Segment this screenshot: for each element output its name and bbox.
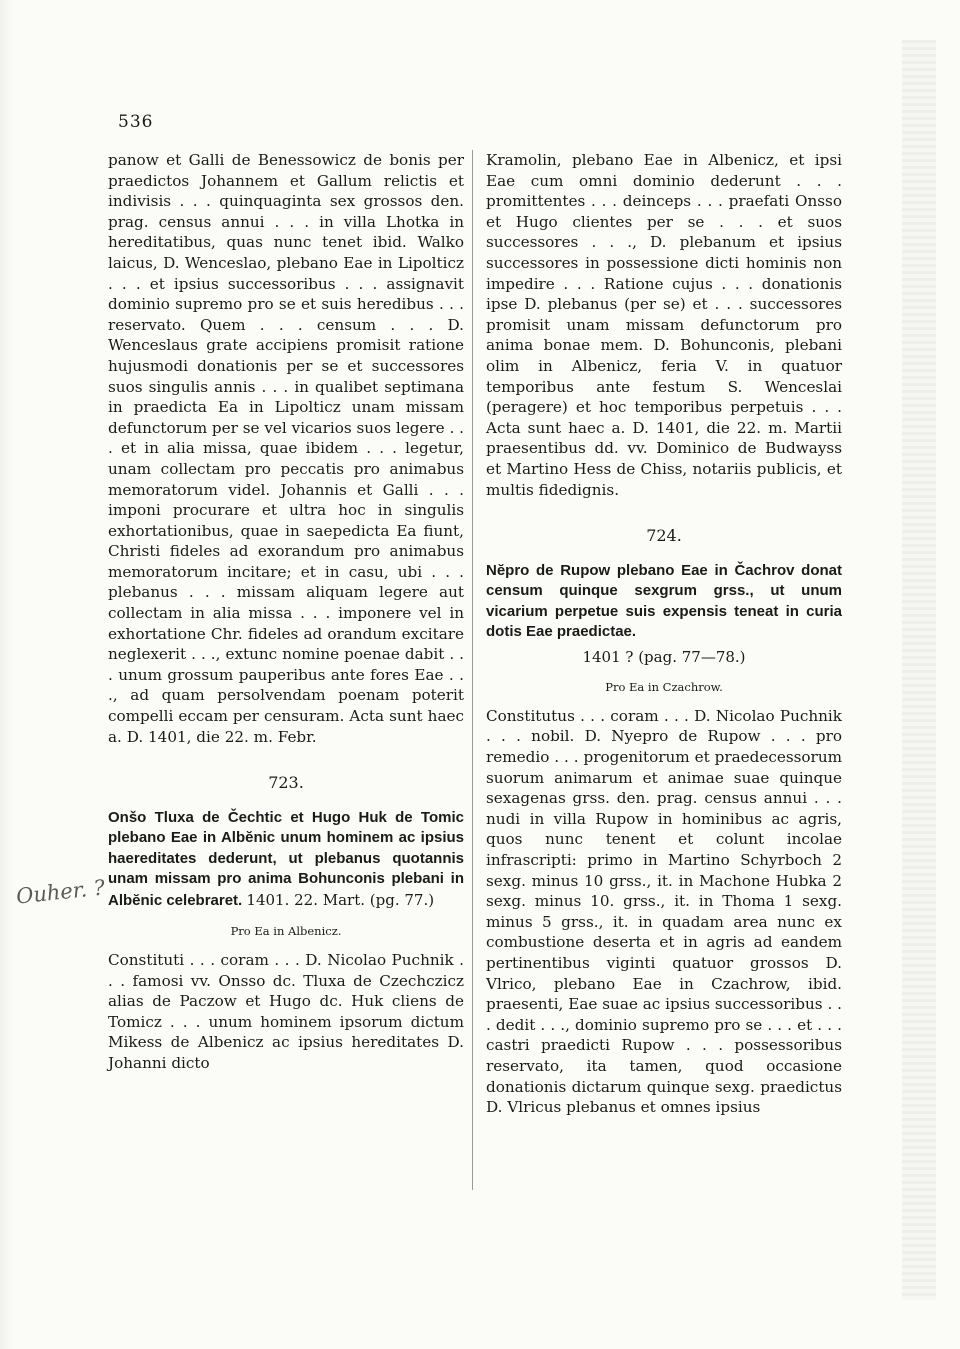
entry-body-723: Constituti . . . coram . . . D. Nicolao Puchnik . . . famosi vv. Onsso dc. Tluxa de Czechczicz alias de Paczow et Hugo dc. Huk cliens de Tomicz . . . unum hominem ipsorum dictum Mikess de Albenicz ac ipsius hereditates D. Johanni dicto <box>108 950 464 1072</box>
page-binding-edge <box>902 40 936 1300</box>
handwritten-margin-note: Ouher. ? <box>14 875 107 909</box>
page-edge-shadow <box>0 0 14 1349</box>
page-number: 536 <box>118 112 154 132</box>
column-divider <box>472 150 473 1190</box>
entry-heading-723-text: Onšo Tluxa de Čechtic et Hugo Huk de Tomic plebano Eae in Albĕnic unum hominem ac ipsius haereditates dederunt, ut plebanus quotannis unam missam pro anima Bohunconis plebani in Albĕnic celebraret. <box>108 808 464 909</box>
entry-number-724: 724. <box>646 526 682 546</box>
entry-date-723: 1401. 22. Mart. (pg. 77.) <box>246 890 435 909</box>
entry-body-724: Constitutus . . . coram . . . D. Nicolao Puchnik . . . nobil. D. Nyepro de Rupow . . . pro remedio . . . progenitorum et praedecessorum suorum animarum et animae suae quinque sexagenas grss. den. prag. census annui . . . nudi in villa Rupow in hominibus ac agris, quos nunc tenent et colunt incolae infrascripti: primo in Martino Schyrboch 2 sexg. minus 10 grss., it. in Machone Hubka 2 sexg. minus 10. grss., it. in Thoma 1 sexg. minus 5 grss., it. in quadam area nunc ex combustione deserta et in agris ad eandem pertinentibus viginti quatuor grossos D. Vlrico, plebano Eae in Czachrow, ibid. praesenti, Eae suae ac ipsius successoribus . . . dedit . . ., dominio supremo pro se . . . et . . . castri praedicti Rupow . . . possessoribus reservato, ita tamen, quod occasione donationis dictarum quinque sexg. praedictus D. Vlricus plebanus et omnes ipsius <box>486 706 842 1117</box>
right-paragraph-top: Kramolin, plebano Eae in Albenicz, et ipsi Eae cum omni dominio dederunt . . . promittentes . . . deinceps . . . praefati Onsso et Hugo clientes per se . . . et suos successores . . ., D. plebanum et ipsius successores in possessione dicti hominis non impedire . . . Ratione cujus . . . donationis ipse D. plebanus (per se) et . . . successores promisit unam missam defunctorum pro anima bonae mem. D. Bohunconis, plebani olim in Albenicz, feria V. in quatuor temporibus ante festum S. Wenceslai (peragere) et hoc temporibus perpetuis . . . Acta sunt haec a. D. 1401, die 22. m. Martii praesentibus dd. vv. Dominico de Budwayss et Martino Hess de Chiss, notariis publicis, et multis fidedignis. <box>486 151 842 499</box>
left-column <box>108 150 464 1073</box>
entry-date-724: 1401 ? (pag. 77—78.) <box>582 647 746 666</box>
entry-number-723: 723. <box>268 773 304 793</box>
entry-heading-724: Nĕpro de Rupow plebano Eae in Čachrov donat censum quinque sexgrum grss., ut unum vicarium perpetue suis expensis teneat in curia dotis Eae praedictae. <box>486 561 842 641</box>
entry-subhead-723: Pro Ea in Albenicz. <box>230 924 342 939</box>
entry-heading-723 <box>108 808 464 912</box>
entry-subhead-724: Pro Ea in Czachrow. <box>605 680 723 695</box>
right-column <box>486 150 842 1118</box>
left-paragraph-top: panow et Galli de Benessowicz de bonis per praedictos Johannem et Gallum relictis et indivisis . . . quinquaginta sex grossos den. prag. census annui . . . in villa Lhotka in hereditatibus, quas nunc tenet ibid. Walko laicus, D. Wenceslao, plebano Eae in Lipolticz . . . et ipsius successoribus . . . assignavit dominio supremo pro se et suis heredibus . . . reservato. Quem . . . censum . . . D. Wenceslaus grate accipiens promisit ratione hujusmodi donationis per se et successores suos singulis annis . . . in qualibet septimana in praedicta Ea in Lipolticz unam missam defunctorum per se vel vicarios suos legere . . . et in alia missa, quae ibidem . . . legetur, unam collectam pro peccatis pro animabus memoratorum videl. Johannis et Galli . . . imponi procurare et ultra hoc in singulis exhortationibus, quae in saepedicta Ea fiunt, Christi fideles ad exorandum pro animabus memoratorum incitare; et in casu, ubi . . . plebanus . . . missam aliquam legere aut collectam in alia missa . . . imponere vel in exhortatione Chr. fideles ad orandum excitare neglexerit . . ., extunc nomine poenae dabit . . . unum grossum pauperibus ante fores Eae . . ., ad quam persolvendam poenam poterit compelli eccam per censuram. Acta sunt haec a. D. 1401, die 22. m. Febr. <box>108 151 464 746</box>
